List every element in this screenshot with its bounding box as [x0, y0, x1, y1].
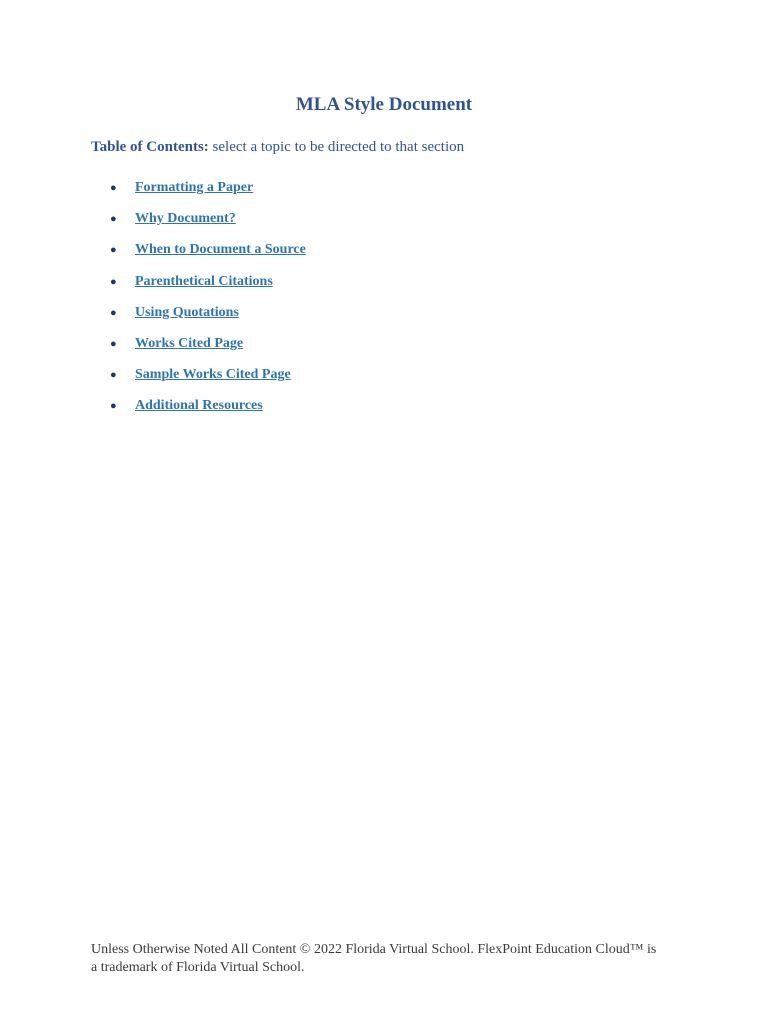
page-title: MLA Style Document: [295, 94, 473, 115]
link-works-cited-page[interactable]: Works Cited Page: [135, 335, 244, 351]
toc-item-works-cited-page: [110, 333, 306, 364]
bullet-icon: ●: [110, 369, 117, 382]
bullet-icon: ●: [110, 244, 117, 257]
toc-intro: [91, 136, 464, 158]
bullet-icon: ●: [110, 213, 117, 226]
bullet-icon: ●: [110, 306, 117, 319]
toc-item-formatting-a-paper: [110, 177, 306, 208]
bullet-icon: ●: [110, 182, 117, 194]
link-formatting-a-paper[interactable]: Formatting a Paper: [135, 180, 254, 195]
link-additional-resources[interactable]: Additional Resources: [135, 398, 263, 414]
toc-item-when-to-document: [110, 239, 306, 270]
bullet-icon: ●: [110, 400, 117, 413]
toc-list: [110, 177, 306, 427]
toc-item-why-document: [110, 208, 306, 239]
footer-copyright: Unless Otherwise Noted All Content © 2022 Florida Virtual School. FlexPoint Education Cloud™ is a trademark of Florida Virtual School.: [91, 942, 657, 975]
toc-item-additional-resources: [110, 395, 306, 426]
toc-instruction: select a topic to be directed to that section: [212, 139, 465, 155]
link-parenthetical-citations[interactable]: Parenthetical Citations: [135, 273, 273, 289]
bullet-icon: ●: [110, 337, 117, 350]
bullet-icon: ●: [110, 275, 117, 288]
toc-heading: Table of Contents:: [91, 139, 209, 155]
toc-item-sample-works-cited-page: [110, 364, 306, 395]
link-why-document[interactable]: Why Document?: [135, 211, 236, 227]
link-using-quotations[interactable]: Using Quotations: [135, 304, 239, 320]
link-sample-works-cited-page[interactable]: Sample Works Cited Page: [135, 367, 291, 383]
toc-item-parenthetical-citations: [110, 271, 306, 302]
toc-item-using-quotations: [110, 302, 306, 333]
link-when-to-document-a-source[interactable]: When to Document a Source: [135, 242, 306, 258]
